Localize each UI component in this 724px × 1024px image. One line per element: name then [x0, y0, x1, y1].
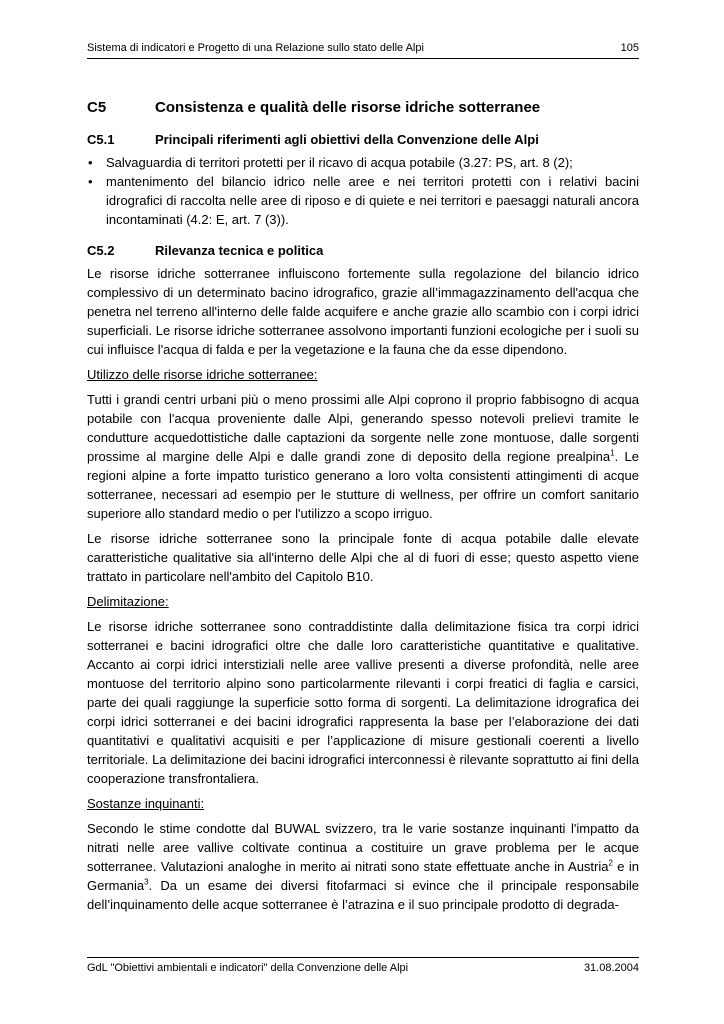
bullet-icon: • [88, 155, 93, 170]
header-title: Sistema di indicatori e Progetto di una Relazione sullo stato delle Alpi [87, 42, 424, 54]
page-content [87, 98, 639, 920]
intro-paragraph: Le risorse idriche sotterranee influiscono fortemente sulla regolazione del bilancio idrico complessivo di un determinato bacino idrografico, grazie all’immagazzinamento dell'acqua che penetra nel terreno all'interno delle falde acquifere e anche grazie allo scambio con i corpi idrici superficiali. Le risorse idriche sotterranee assolvono importanti funzioni ecologiche per i suoli su cui influisce l'acqua di falda e per la vegetazione e la fauna che da esse dipendono. [87, 266, 639, 357]
objectives-list [87, 153, 639, 229]
paragraph-text: Secondo le stime condotte dal BUWAL svizzero, tra le varie sostanze inquinanti l'impatto da nitrati nelle aree vallive coltivate continua a costituire un grave problema per le acque sotterranee. Valutazioni analoghe in merito ai nitrati sono state effettuate anche in Austria [87, 821, 639, 874]
subsection-number: C5.2 [87, 243, 115, 258]
paragraph-text: Tutti i grandi centri urbani più o meno prossimi alle Alpi coprono il proprio fabbisogno di acqua potabile con l'acqua proveniente dalle Alpi, generando spesso notevoli prelievi tramite le condutture acquedottistiche dalle captazioni da sorgente nelle zone montuose, dalle sorgenti prossime al margine delle Alpi e dalle grandi zone di deposito della regione prealpina [87, 392, 639, 464]
paragraph-text: e in Germania [87, 859, 639, 893]
paragraph-text: . Da un esame dei diversi fitofarmaci si evince che il principale responsabile dell’inquinamento delle acque sotterranee è l’atrazina e il suo principale prodotto di degrada- [87, 878, 639, 912]
bullet-icon: • [88, 174, 93, 189]
list-item-text: mantenimento del bilancio idrico nelle aree e nei territori protetti con i relativi bacini idrografici di raccolta nelle aree di riposo e di quiete e nei territori e paesaggi naturali ancora incontaminati (4.2: E, art. 7 (3)). [106, 174, 639, 227]
list-item-text: Salvaguardia di territori protetti per il ricavo di acqua potabile (3.27: PS, art. 8 (2); [106, 155, 573, 170]
footer-date: 31.08.2004 [583, 962, 639, 974]
footnote-ref[interactable]: 3 [144, 877, 149, 887]
footnote-ref[interactable]: 2 [608, 858, 613, 868]
section-heading [87, 98, 639, 118]
page-header [87, 42, 639, 59]
subsection-number: C5.1 [87, 132, 115, 147]
list-item [87, 172, 639, 229]
subsection-heading-c51 [87, 130, 639, 149]
list-item [87, 153, 639, 172]
footnote-ref[interactable]: 1 [610, 448, 615, 458]
section-title: Consistenza e qualità delle risorse idriche sotterranee [155, 99, 541, 116]
section-number: C5 [87, 99, 107, 116]
sostanze-paragraph [87, 819, 639, 914]
subsection-title: Principali riferimenti agli obiettivi della Convenzione delle Alpi [155, 132, 539, 147]
utilizzo-heading: Utilizzo delle risorse idriche sotterranee: [87, 367, 318, 382]
document-page [87, 0, 639, 1024]
delimitazione-paragraph: Le risorse idriche sotterranee sono contraddistinte dalla delimitazione fisica tra corpi idrici sotterranei e bacini idrografici oltre che dalle loro caratteristiche quantitative e qualitative. Accanto ai corpi idrici interstiziali nelle aree vallive presenti a diverse profondità, nelle aree montuose del territorio alpino sono particolarmente rilevanti i corpi freatici di faglia e carsici, parte dei quali raggiunge la superficie sotto forma di sorgenti. La delimitazione idrografica dei corpi idrici sotterranei e dei bacini idrografici rappresenta la base per l’elaborazione dei dati quantitativi e qualitativi acquisiti e per l’applicazione di misure gestionali coerenti a livello territoriale. La delimitazione dei bacini idrografici interconnessi è rilevante soprattutto ai fini della cooperazione transfrontaliera. [87, 619, 639, 786]
utilizzo-paragraph-2: Le risorse idriche sotterranee sono la principale fonte di acqua potabile dalle elevate caratteristiche qualitative sia all'interno delle Alpi che al di fuori di esse; questo aspetto viene trattato in particolare nell'ambito del Capitolo B10. [87, 531, 639, 584]
page-number: 105 [620, 42, 639, 54]
subsection-title: Rilevanza tecnica e politica [155, 243, 324, 258]
delimitazione-heading: Delimitazione: [87, 594, 169, 609]
subsection-heading-c52 [87, 241, 639, 260]
footer-text: GdL "Obiettivi ambientali e indicatori" della Convenzione delle Alpi [87, 962, 409, 974]
sostanze-heading: Sostanze inquinanti: [87, 796, 205, 811]
paragraph-text: . Le regioni alpine a forte impatto turistico generano a loro volta consistenti attingimenti di acque sotterranee, necessari ad esempio per le stutture di wellness, per offrire un comfort sanitario superiore allo standard medio o per l'utilizzo a scopo irriguo. [87, 449, 639, 521]
utilizzo-paragraph-1 [87, 390, 639, 523]
page-footer [87, 957, 639, 974]
